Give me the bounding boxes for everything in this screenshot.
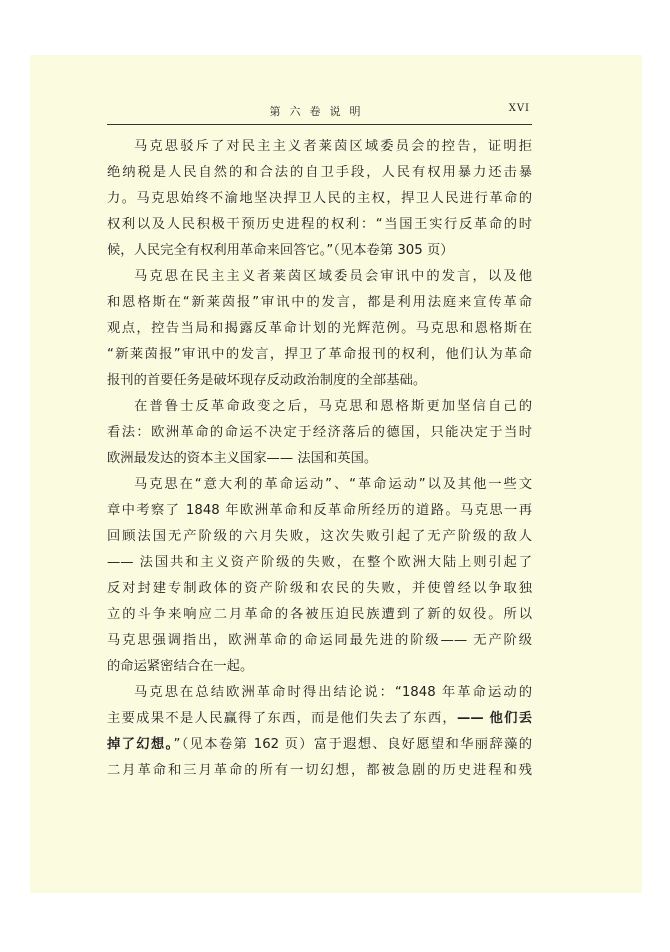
text-line: “新莱茵报”审讯中的发言，捍卫了革命报刊的权利，他们认为革命: [107, 347, 532, 362]
text-line: 立的斗争来响应二月革命的各被压迫民族遭到了新的奴役。所以: [107, 607, 532, 622]
text-line: 马克思在“意大利的革命运动”、“革命运动”以及其他一些文: [134, 477, 532, 492]
text-segment: ”（见本卷第 162 页）富于遐想、良好愿望和华丽辞藻的: [173, 737, 532, 752]
text-line: 马克思驳斥了对民主主义者莱茵区域委员会的控告，证明拒: [134, 139, 532, 154]
page-number: XVI: [508, 103, 530, 114]
text-line-with-emphasis: [107, 706, 532, 732]
header-rule: [107, 124, 532, 125]
text-line: 欧洲最发达的资本主义国家—— 法国和英国。: [107, 451, 378, 466]
text-line: 马克思在总结欧洲革命时得出结论说：“1848 年革命运动的: [134, 685, 532, 700]
emphasis-text: 掉了幻想。: [107, 737, 174, 752]
text-line: 回顾法国无产阶级的六月失败，这次失败引起了无产阶级的敌人: [107, 529, 532, 544]
text-line: 马克思强调指出，欧洲革命的命运同最先进的阶级—— 无产阶级: [107, 633, 532, 648]
text-line: 报刊的首要任务是破坏现存反动政治制度的全部基础。: [107, 373, 427, 388]
text-line: 看法：欧洲革命的命运不决定于经济落后的德国，只能决定于当时: [107, 425, 532, 440]
text-line: —— 法国共和主义资产阶级的失败，在整个欧洲大陆上则引起了: [107, 555, 532, 570]
body-text: [107, 134, 532, 784]
text-line: 反对封建专制政体的资产阶级和农民的失败，并使曾经以争取独: [107, 581, 532, 596]
text-line: 绝纳税是人民自然的和合法的自卫手段，人民有权用暴力还击暴: [107, 165, 532, 180]
emphasis-text: —— 他们丢: [457, 711, 532, 726]
text-line-with-emphasis: [107, 732, 532, 758]
text-line: 候，人民完全有权利用革命来回答它。”（见本卷第 305 页）: [107, 243, 454, 258]
text-line: 观点，控告当局和揭露反革命计划的光辉范例。马克思和恩格斯在: [107, 321, 532, 336]
text-line: 权利以及人民积极干预历史进程的权利：“当国王实行反革命的时: [107, 217, 532, 232]
text-line: 力。马克思始终不渝地坚决捍卫人民的主权，捍卫人民进行革命的: [107, 191, 532, 206]
text-line: 的命运紧密结合在一起。: [107, 659, 254, 674]
text-segment: 主要成果不是人民赢得了东西，而是他们失去了东西，: [107, 711, 458, 726]
text-line: 章中考察了 1848 年欧洲革命和反革命所经历的道路。马克思一再: [107, 503, 532, 518]
text-line: 和恩格斯在“新莱茵报”审讯中的发言，都是利用法庭来宣传革命: [107, 295, 532, 310]
text-line: 马克思在民主主义者莱茵区域委员会审讯中的发言，以及他: [134, 269, 532, 284]
text-line: 二月革命和三月革命的所有一切幻想，都被急剧的历史进程和残: [107, 763, 532, 778]
running-header: [107, 103, 532, 119]
text-line: 在普鲁士反革命政变之后，马克思和恩格斯更加坚信自己的: [134, 399, 532, 414]
running-title: 第六卷说明: [269, 105, 370, 118]
